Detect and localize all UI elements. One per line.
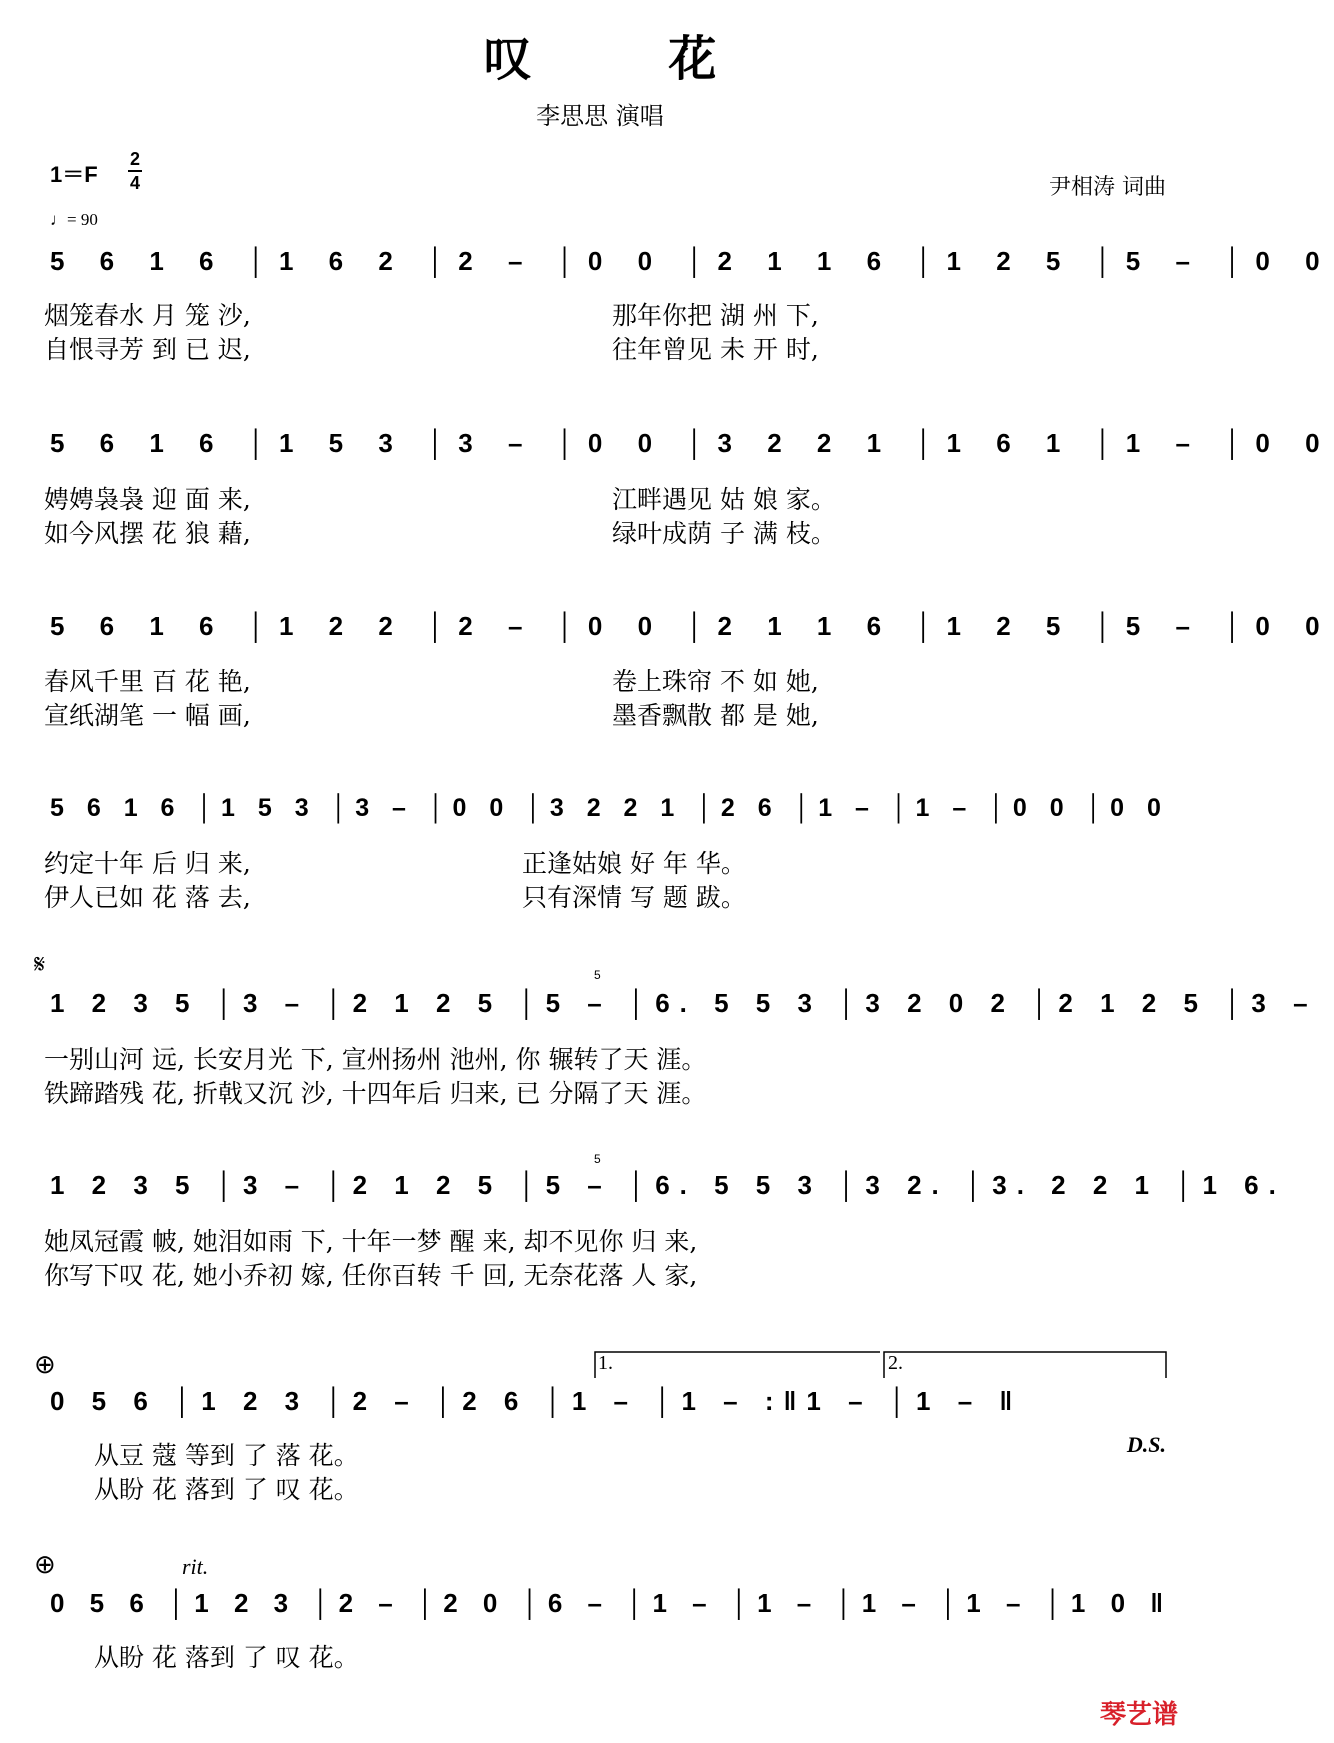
system-2-lyric-2a: 如今风摆 花 狼 藉, (44, 519, 251, 548)
system-4-notes: 5 6 1 6 │1 5 3 │3 – │0 0 │3 2 2 1 │2 6 │1 – │1 – │0 0 │0 0 (50, 794, 1169, 822)
key-signature: 1＝F (50, 162, 98, 187)
system-4-lyric-1b: 正逢姑娘 好 年 华。 (522, 849, 746, 878)
coda-icon-final: ⊕ (34, 1550, 56, 1580)
system-4-lyric-2a: 伊人已如 花 落 去, (44, 883, 251, 912)
system-6-lyric-1: 她凤冠霞 帔, 她泪如雨 下, 十年一梦 醒 来, 却不见你 归 来, (44, 1227, 698, 1256)
system-3-notes: 5 6 1 6 │1 2 2 │2 – │0 0 │2 1 1 6 │1 2 5 │5 – │0 0 (50, 611, 1334, 641)
system-4-lyric-2b: 只有深情 写 题 跋。 (522, 883, 746, 912)
system-8-notes: 0 5 6 │1 2 3 │2 – │2 0 │6 – │1 – │1 – │1 – │1 – │1 0 ‖ (50, 1588, 1173, 1618)
system-6-grace-note: 5 (594, 1152, 601, 1166)
system-6-lyric-2: 你写下叹 花, 她小乔初 嫁, 任你百转 千 回, 无奈花落 人 家, (44, 1261, 698, 1290)
tempo-marking: ♩= 90 (50, 210, 98, 229)
system-6-notes: 1 2 3 5 │3 – │2 1 2 5 │5 – │6. 5 5 3 │3 2. │3. 2 2 1 │1 6. (50, 1170, 1286, 1200)
system-3-lyric-1b: 卷上珠帘 不 如 她, (612, 667, 819, 696)
system-5-grace-note: 5 (594, 968, 601, 982)
singer-credit: 李思思 演唱 (536, 102, 664, 130)
system-3-lyric-2a: 宣纸湖笔 一 幅 画, (44, 701, 251, 730)
system-1-lyric-1a: 烟笼春水 月 笼 沙, (44, 301, 251, 330)
system-5-notes: 1 2 3 5 │3 – │2 1 2 5 │5 – │6. 5 5 3 │3 2 0 2 │2 1 2 5 │3 – (50, 988, 1318, 1018)
system-1-notes: 5 6 1 6 │1 6 2 │2 – │0 0 │2 1 1 6 │1 2 5 │5 – │0 0 (50, 246, 1334, 276)
volta-2-label: 2. (888, 1352, 903, 1374)
volta-1-label: 1. (598, 1352, 613, 1374)
da-segno-marking: D.S. (1126, 1432, 1166, 1457)
system-8-lyric-1: 从盼 花 落到 了 叹 花。 (94, 1643, 359, 1672)
ritardando-marking: rit. (182, 1554, 209, 1579)
system-5-lyric-1: 一别山河 远, 长安月光 下, 宣州扬州 池州, 你 辗转了天 涯。 (44, 1045, 707, 1074)
system-3-lyric-1a: 春风千里 百 花 艳, (44, 667, 251, 696)
system-3-lyric-2b: 墨香飘散 都 是 她, (612, 701, 819, 730)
system-2-lyric-1b: 江畔遇见 姑 娘 家。 (612, 485, 836, 514)
system-2-notes: 5 6 1 6 │1 5 3 │3 – │0 0 │3 2 2 1 │1 6 1 │1 – │0 0 (50, 428, 1334, 458)
system-1-lyric-2b: 往年曾见 未 开 时, (612, 335, 819, 364)
system-7-notes: 0 5 6 │1 2 3 │2 – │2 6 │1 – │1 – :‖1 – │1 – ‖ (50, 1386, 1023, 1416)
time-signature-bottom: 4 (129, 173, 140, 193)
watermark-logo: 琴艺谱 (1099, 1700, 1178, 1730)
system-7-lyric-1: 从豆 蔻 等到 了 落 花。 (94, 1441, 359, 1470)
system-1-lyric-1b: 那年你把 湖 州 下, (612, 301, 819, 330)
system-2-lyric-1a: 娉娉袅袅 迎 面 来, (44, 485, 251, 514)
system-4-lyric-1a: 约定十年 后 归 来, (44, 849, 251, 878)
time-signature-top: 2 (129, 149, 140, 169)
system-5-lyric-2: 铁蹄踏残 花, 折戟又沉 沙, 十四年后 归来, 已 分隔了天 涯。 (44, 1079, 707, 1108)
song-title: 叹 花 (483, 31, 777, 87)
system-2-lyric-2b: 绿叶成荫 子 满 枝。 (612, 519, 836, 548)
coda-icon: ⊕ (34, 1350, 56, 1380)
system-7-lyric-2: 从盼 花 落到 了 叹 花。 (94, 1475, 359, 1504)
segno-icon: 𝄋 (34, 950, 46, 980)
composer-credit: 尹相涛 词曲 (1049, 175, 1166, 200)
system-1-lyric-2a: 自恨寻芳 到 已 迟, (44, 335, 251, 364)
